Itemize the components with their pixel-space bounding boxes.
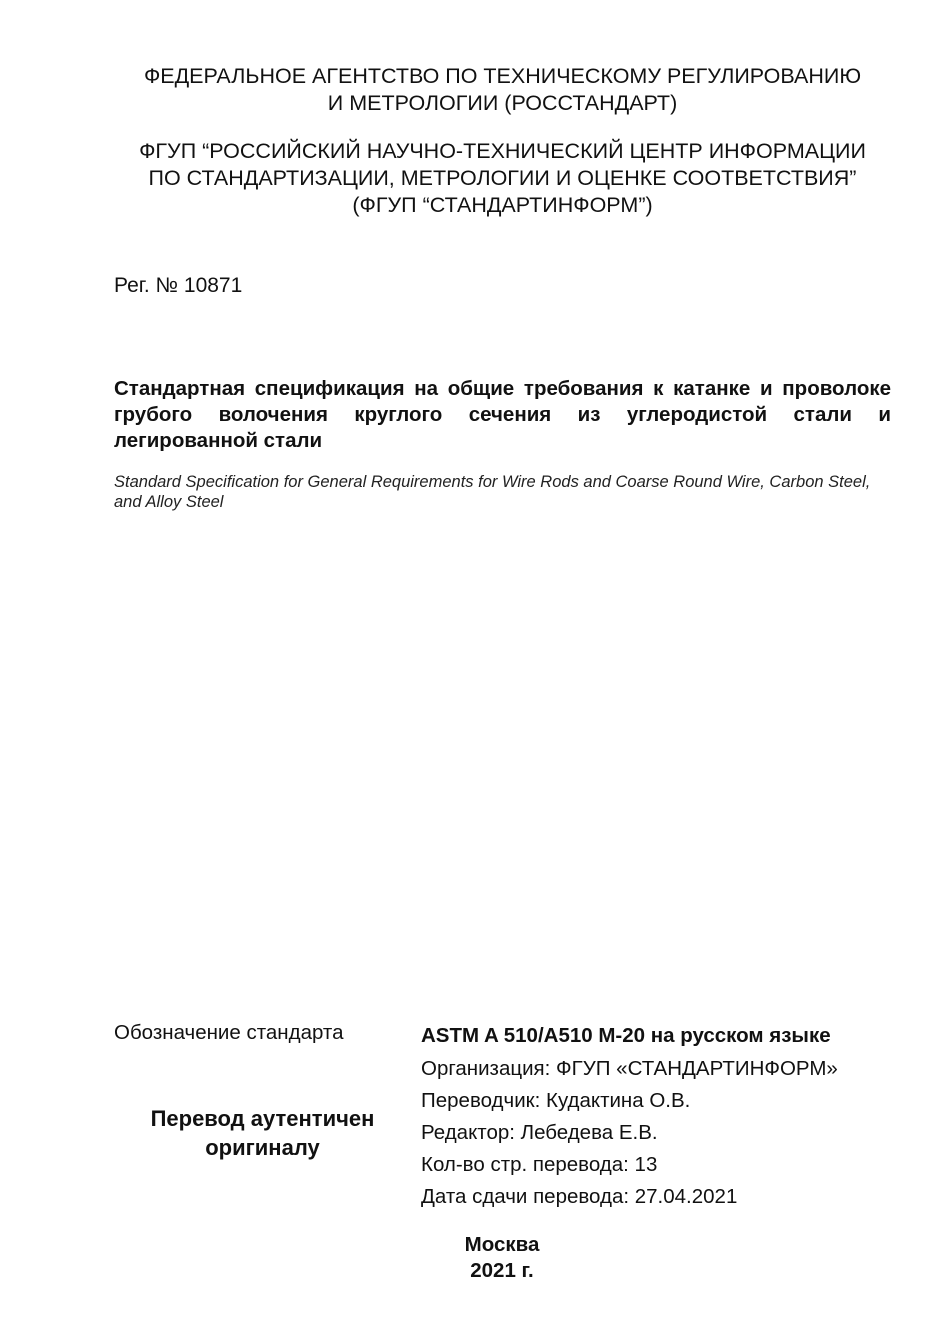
document-title-russian: Стандартная спецификация на общие требования к катанке и проволоке грубого волочения круглого сечения из углеродистой стали и легированной стали: [114, 377, 891, 452]
registration-number: Рег. № 10871: [114, 274, 243, 297]
document-title-english: Standard Specification for General Requirements for Wire Rods and Coarse Round Wire, Carbon Steel, and Alloy Steel: [114, 473, 871, 511]
designation-label: Обозначение стандарта: [114, 1021, 344, 1044]
place-and-year: [402, 1232, 602, 1284]
agency-header: [90, 63, 915, 117]
standard-designation: ASTM A 510/A510 M-20 на русском языке: [421, 1024, 831, 1047]
detail-submission-date: Дата сдачи перевода: 27.04.2021: [421, 1185, 738, 1208]
organization-line-1: ФГУП “РОССИЙСКИЙ НАУЧНО-ТЕХНИЧЕСКИЙ ЦЕНТР ИНФОРМАЦИИ: [139, 139, 866, 163]
authenticity-statement: [130, 1104, 395, 1162]
detail-editor: Редактор: Лебедева Е.В.: [421, 1121, 658, 1144]
agency-line-1: ФЕДЕРАЛЬНОЕ АГЕНТСТВО ПО ТЕХНИЧЕСКОМУ РЕГУЛИРОВАНИЮ: [143, 64, 862, 88]
organization-line-3: (ФГУП “СТАНДАРТИНФОРМ”): [352, 193, 653, 217]
organization-line-2: ПО СТАНДАРТИЗАЦИИ, МЕТРОЛОГИИ И ОЦЕНКЕ СООТВЕТСТВИЯ”: [148, 166, 857, 190]
year: 2021 г.: [470, 1259, 534, 1282]
detail-page-count: Кол-во стр. перевода: 13: [421, 1153, 658, 1176]
authenticity-line-1: Перевод аутентичен: [150, 1106, 375, 1131]
translation-details: [421, 1021, 838, 1213]
city: Москва: [464, 1233, 540, 1256]
authenticity-line-2: оригиналу: [205, 1135, 320, 1160]
detail-translator: Переводчик: Кудактина О.В.: [421, 1089, 691, 1112]
detail-organization: Организация: ФГУП «СТАНДАРТИНФОРМ»: [421, 1057, 838, 1080]
organization-header: [90, 138, 915, 219]
agency-line-2: И МЕТРОЛОГИИ (РОССТАНДАРТ): [327, 91, 678, 115]
